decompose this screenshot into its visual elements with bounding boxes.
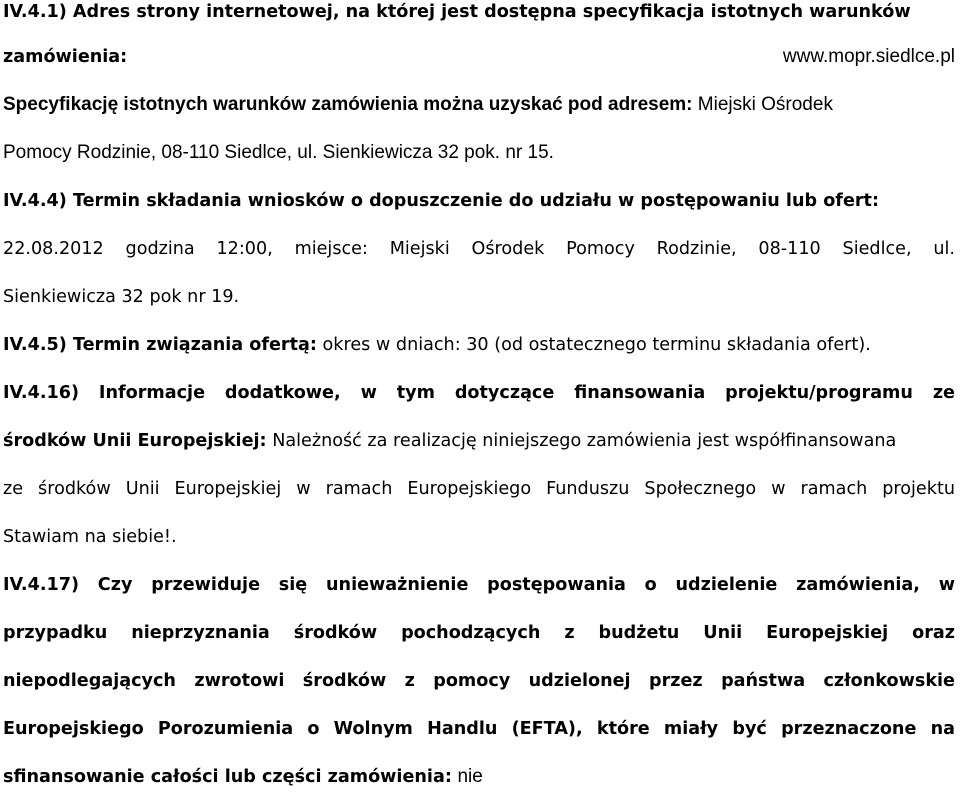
section-iv-4-5-value: okres w dniach: 30 (od ostatecznego terminu składania ofert).: [322, 335, 871, 355]
spec-label: Specyfikację istotnych warunków zamówienia można uzyskać pod adresem:: [3, 94, 693, 115]
section-iv-4-17-label-line5: sfinansowanie całości lub części zamówienia:: [3, 767, 452, 787]
section-iv-4-17-line5: [3, 753, 955, 801]
section-iv-4-4-value-line2: Sienkiewicza 32 pok nr 19.: [3, 287, 240, 307]
section-iv-4-1-label-line1: IV.4.1) Adres strony internetowej, na której jest dostępna specyfikacja istotnych warunków: [3, 2, 911, 22]
section-iv-4-16-value-line1: Należność za realizację niniejszego zamówienia jest współfinansowana: [272, 431, 897, 451]
section-iv-4-16-label-line2: środków Unii Europejskiej:: [3, 431, 267, 451]
spec-url: www.mopr.siedlce.pl: [782, 46, 955, 67]
section-iv-4-16-line2: [3, 417, 955, 465]
section-iv-4-5-label: IV.4.5) Termin związania ofertą:: [3, 335, 317, 355]
section-iv-4-16-label-line1: IV.4.16) Informacje dodatkowe, w tym dotyczące finansowania projektu/programu ze: [3, 383, 955, 403]
section-iv-4-1-spec-line1: [3, 81, 955, 129]
section-iv-4-1-label-line2: zamówienia:: [3, 47, 128, 67]
section-iv-4-4-value-line1: 22.08.2012 godzina 12:00, miejsce: Miejski Ośrodek Pomocy Rodzinie, 08-110 Siedlce, ul.: [3, 239, 955, 259]
document: [3, 0, 955, 801]
section-iv-4-5: [3, 321, 955, 369]
spec-value-line1: Miejski Ośrodek: [697, 94, 833, 115]
section-iv-4-17-label-line4: Europejskiego Porozumienia o Wolnym Handlu (EFTA), które miały być przeznaczone na: [3, 719, 955, 739]
section-iv-4-16-value-line3: Stawiam na siebie!.: [3, 527, 177, 547]
spec-value-line2: Pomocy Rodzinie, 08-110 Siedlce, ul. Sienkiewicza 32 pok. nr 15.: [3, 142, 554, 163]
section-iv-4-17-label-line3: niepodlegających zwrotowi środków z pomocy udzielonej przez państwa członkowskie: [3, 671, 955, 691]
section-iv-4-16-value-line2: ze środków Unii Europejskiej w ramach Europejskiego Funduszu Społecznego w ramach projektu: [3, 479, 955, 499]
section-iv-4-17-label-line1: IV.4.17) Czy przewiduje się unieważnienie postępowania o udzielenie zamówienia, w: [3, 575, 955, 595]
section-iv-4-17-value: nie: [457, 766, 483, 787]
section-iv-4-17-label-line2: przypadku nieprzyznania środków pochodzących z budżetu Unii Europejskiej oraz: [3, 623, 955, 643]
section-iv-4-4-label: IV.4.4) Termin składania wniosków o dopuszczenie do udziału w postępowaniu lub ofert:: [3, 191, 880, 211]
section-iv-4-1-line2: [3, 33, 955, 81]
